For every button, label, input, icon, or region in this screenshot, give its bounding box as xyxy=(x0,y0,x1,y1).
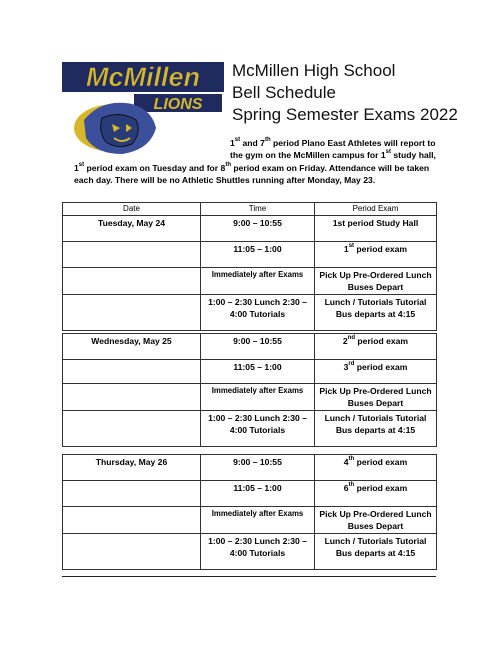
schedule-table-wednesday xyxy=(62,333,437,447)
exam-cell: 2nd period exam xyxy=(315,334,437,360)
notice-line-1: 1st and 7th period Plano East Athletes will report to xyxy=(230,137,436,148)
time-cell: 1:00 – 2:30 Lunch 2:30 – 4:00 Tutorials xyxy=(201,411,315,447)
table-row xyxy=(63,295,437,331)
time-cell: Immediately after Exams xyxy=(201,384,315,411)
date-cell xyxy=(63,481,201,507)
bottom-divider xyxy=(62,576,436,577)
time-cell: 11:05 – 1:00 xyxy=(201,481,315,507)
exam-cell: 6th period exam xyxy=(315,481,437,507)
logo-banner: LIONS xyxy=(153,96,203,113)
date-cell xyxy=(63,295,201,331)
time-cell: 9:00 – 10:55 xyxy=(201,216,315,242)
time-cell: Immediately after Exams xyxy=(201,268,315,295)
notice-line-4: each day. There will be no Athletic Shuttles running after Monday, May 23. xyxy=(74,174,376,185)
date-cell xyxy=(63,534,201,570)
time-cell: 9:00 – 10:55 xyxy=(201,455,315,481)
date-cell xyxy=(63,268,201,295)
table-row xyxy=(63,242,437,268)
exam-cell: Pick Up Pre-Ordered Lunch Buses Depart xyxy=(315,384,437,411)
table-row xyxy=(63,360,437,384)
table-row xyxy=(63,384,437,411)
time-cell: 1:00 – 2:30 Lunch 2:30 – 4:00 Tutorials xyxy=(201,295,315,331)
date-cell xyxy=(63,411,201,447)
time-cell: Immediately after Exams xyxy=(201,507,315,534)
table-row xyxy=(63,334,437,360)
semester-title: Spring Semester Exams 2022 xyxy=(232,105,458,124)
time-cell: 9:00 – 10:55 xyxy=(201,334,315,360)
schedule-table-thursday xyxy=(62,454,437,570)
exam-cell: 4th period exam xyxy=(315,455,437,481)
column-header-time: Time xyxy=(201,203,315,216)
exam-cell: 1st period Study Hall xyxy=(315,216,437,242)
athlete-notice xyxy=(72,137,444,186)
date-cell xyxy=(63,384,201,411)
time-cell: 11:05 – 1:00 xyxy=(201,242,315,268)
schedule-table-tuesday xyxy=(62,202,437,331)
schedule-title: Bell Schedule xyxy=(232,83,336,102)
date-cell xyxy=(63,242,201,268)
exam-cell: Lunch / Tutorials Tutorial Bus departs at 4:15 xyxy=(315,411,437,447)
exam-cell: Pick Up Pre-Ordered Lunch Buses Depart xyxy=(315,507,437,534)
notice-line-2: the gym on the McMillen campus for 1st study hall, xyxy=(230,149,436,161)
column-header-date: Date xyxy=(63,203,201,216)
date-cell: Thursday, May 26 xyxy=(63,455,201,481)
table-row xyxy=(63,455,437,481)
notice-line-3: 1st period exam on Tuesday and for 8th period exam on Friday. Attendance will be taken xyxy=(74,161,430,173)
exam-cell: Lunch / Tutorials Tutorial Bus departs at 4:15 xyxy=(315,295,437,331)
school-name: McMillen High School xyxy=(232,61,396,80)
table-row xyxy=(63,216,437,242)
time-cell: 1:00 – 2:30 Lunch 2:30 – 4:00 Tutorials xyxy=(201,534,315,570)
table-header-row xyxy=(63,203,437,216)
table-row xyxy=(63,534,437,570)
table-row xyxy=(63,481,437,507)
date-cell: Wednesday, May 25 xyxy=(63,334,201,360)
header xyxy=(232,60,472,126)
logo-wordmark: McMillen xyxy=(85,62,201,92)
exam-cell: 3rd period exam xyxy=(315,360,437,384)
table-row xyxy=(63,268,437,295)
time-cell: 11:05 – 1:00 xyxy=(201,360,315,384)
date-cell xyxy=(63,360,201,384)
date-cell: Tuesday, May 24 xyxy=(63,216,201,242)
exam-cell: 1st period exam xyxy=(315,242,437,268)
table-row xyxy=(63,411,437,447)
column-header-exam: Period Exam xyxy=(315,203,437,216)
exam-cell: Pick Up Pre-Ordered Lunch Buses Depart xyxy=(315,268,437,295)
exam-cell: Lunch / Tutorials Tutorial Bus departs at 4:15 xyxy=(315,534,437,570)
table-row xyxy=(63,507,437,534)
date-cell xyxy=(63,507,201,534)
